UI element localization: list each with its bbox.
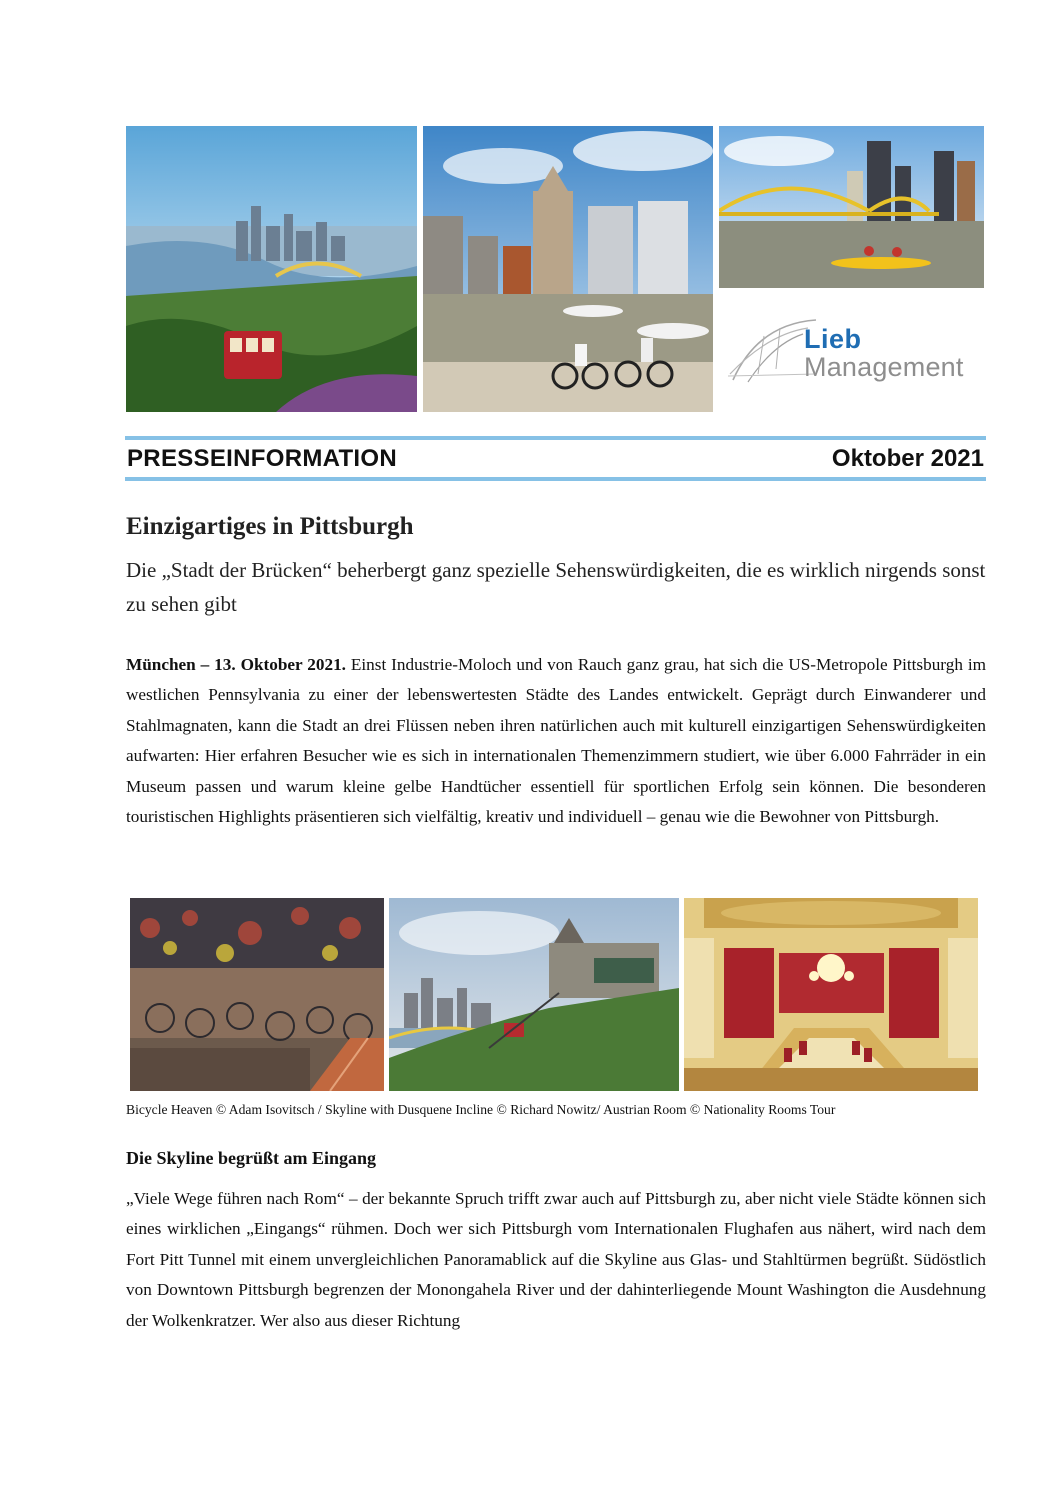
photo-austrian-room: [684, 898, 978, 1091]
logo-word-management: Management: [804, 352, 964, 382]
press-date: Oktober 2021: [831, 445, 984, 472]
article-subtitle: Die „Stadt der Brücken“ beherbergt ganz spezielle Sehenswürdigkeiten, die es wirklich nirgends sonst zu sehen gibt: [126, 558, 986, 616]
dateline: München – 13. Oktober 2021.: [126, 655, 346, 674]
header-rule-top: [125, 436, 986, 440]
press-label: PRESSEINFORMATION: [127, 445, 398, 472]
photo-riverfront-cyclists: [423, 126, 713, 412]
photo-skyline-duquesne-incline: [389, 898, 679, 1091]
logo-word-lieb: Lieb: [804, 324, 862, 354]
photo-caption: Bicycle Heaven © Adam Isovitsch / Skyline with Dusquene Incline © Richard Nowitz/ Austrian Room © Nationality Rooms Tour: [126, 1102, 836, 1117]
intro-paragraph: [126, 650, 986, 832]
intro-text: Einst Industrie-Moloch und von Rauch ganz grau, hat sich die US-Metropole Pittsburgh im westlichen Pennsylvania zu einer der lebenswertesten Städte des Landes entwickelt. Geprägt durch Einwanderer und Stahlmagnaten, kann die Stadt an drei Flüssen neben ihren natürlichen auch mit kulturell einzigartigen Sehenswürdigkeiten aufwarten: Hier erfahren Besucher wie es sich in internationalen Themenzimmern studiert, wie über 6.000 Fahrräder in ein Museum passen und warum kleine gelbe Handtücher essentiell für sportlichen Erfolg sein können. Die besonderen touristischen Highlights präsentieren sich vielfältig, kreativ und individuell – genau wie die Bewohner von Pittsburgh.: [126, 655, 986, 827]
photo-bridge-kayaks: [719, 126, 984, 288]
section-heading: Die Skyline begrüßt am Eingang: [126, 1148, 377, 1168]
header-rule-bottom: [125, 477, 986, 481]
lieb-management-logo: [724, 310, 986, 390]
photo-bicycle-heaven: [130, 898, 384, 1091]
photo-pittsburgh-overlook: [126, 126, 417, 412]
article-title: Einzigartiges in Pittsburgh: [126, 513, 414, 540]
section-paragraph: „Viele Wege führen nach Rom“ – der bekannte Spruch trifft zwar auch auf Pittsburgh zu, aber nicht viele Städte können sich eines wirklichen „Eingangs“ rühmen. Doch wer sich Pittsburgh vom Internationalen Flughafen aus nähert, wird nach dem Fort Pitt Tunnel mit einem unvergleichlichen Panoramablick auf die Skyline aus Glas- und Stahltürmen begrüßt. Südöstlich von Downtown Pittsburgh begrenzen der Monongahela River und der dahinterliegende Mount Washington die Ausdehnung der Wolkenkratzer. Wer also aus dieser Richtung: [126, 1189, 986, 1330]
